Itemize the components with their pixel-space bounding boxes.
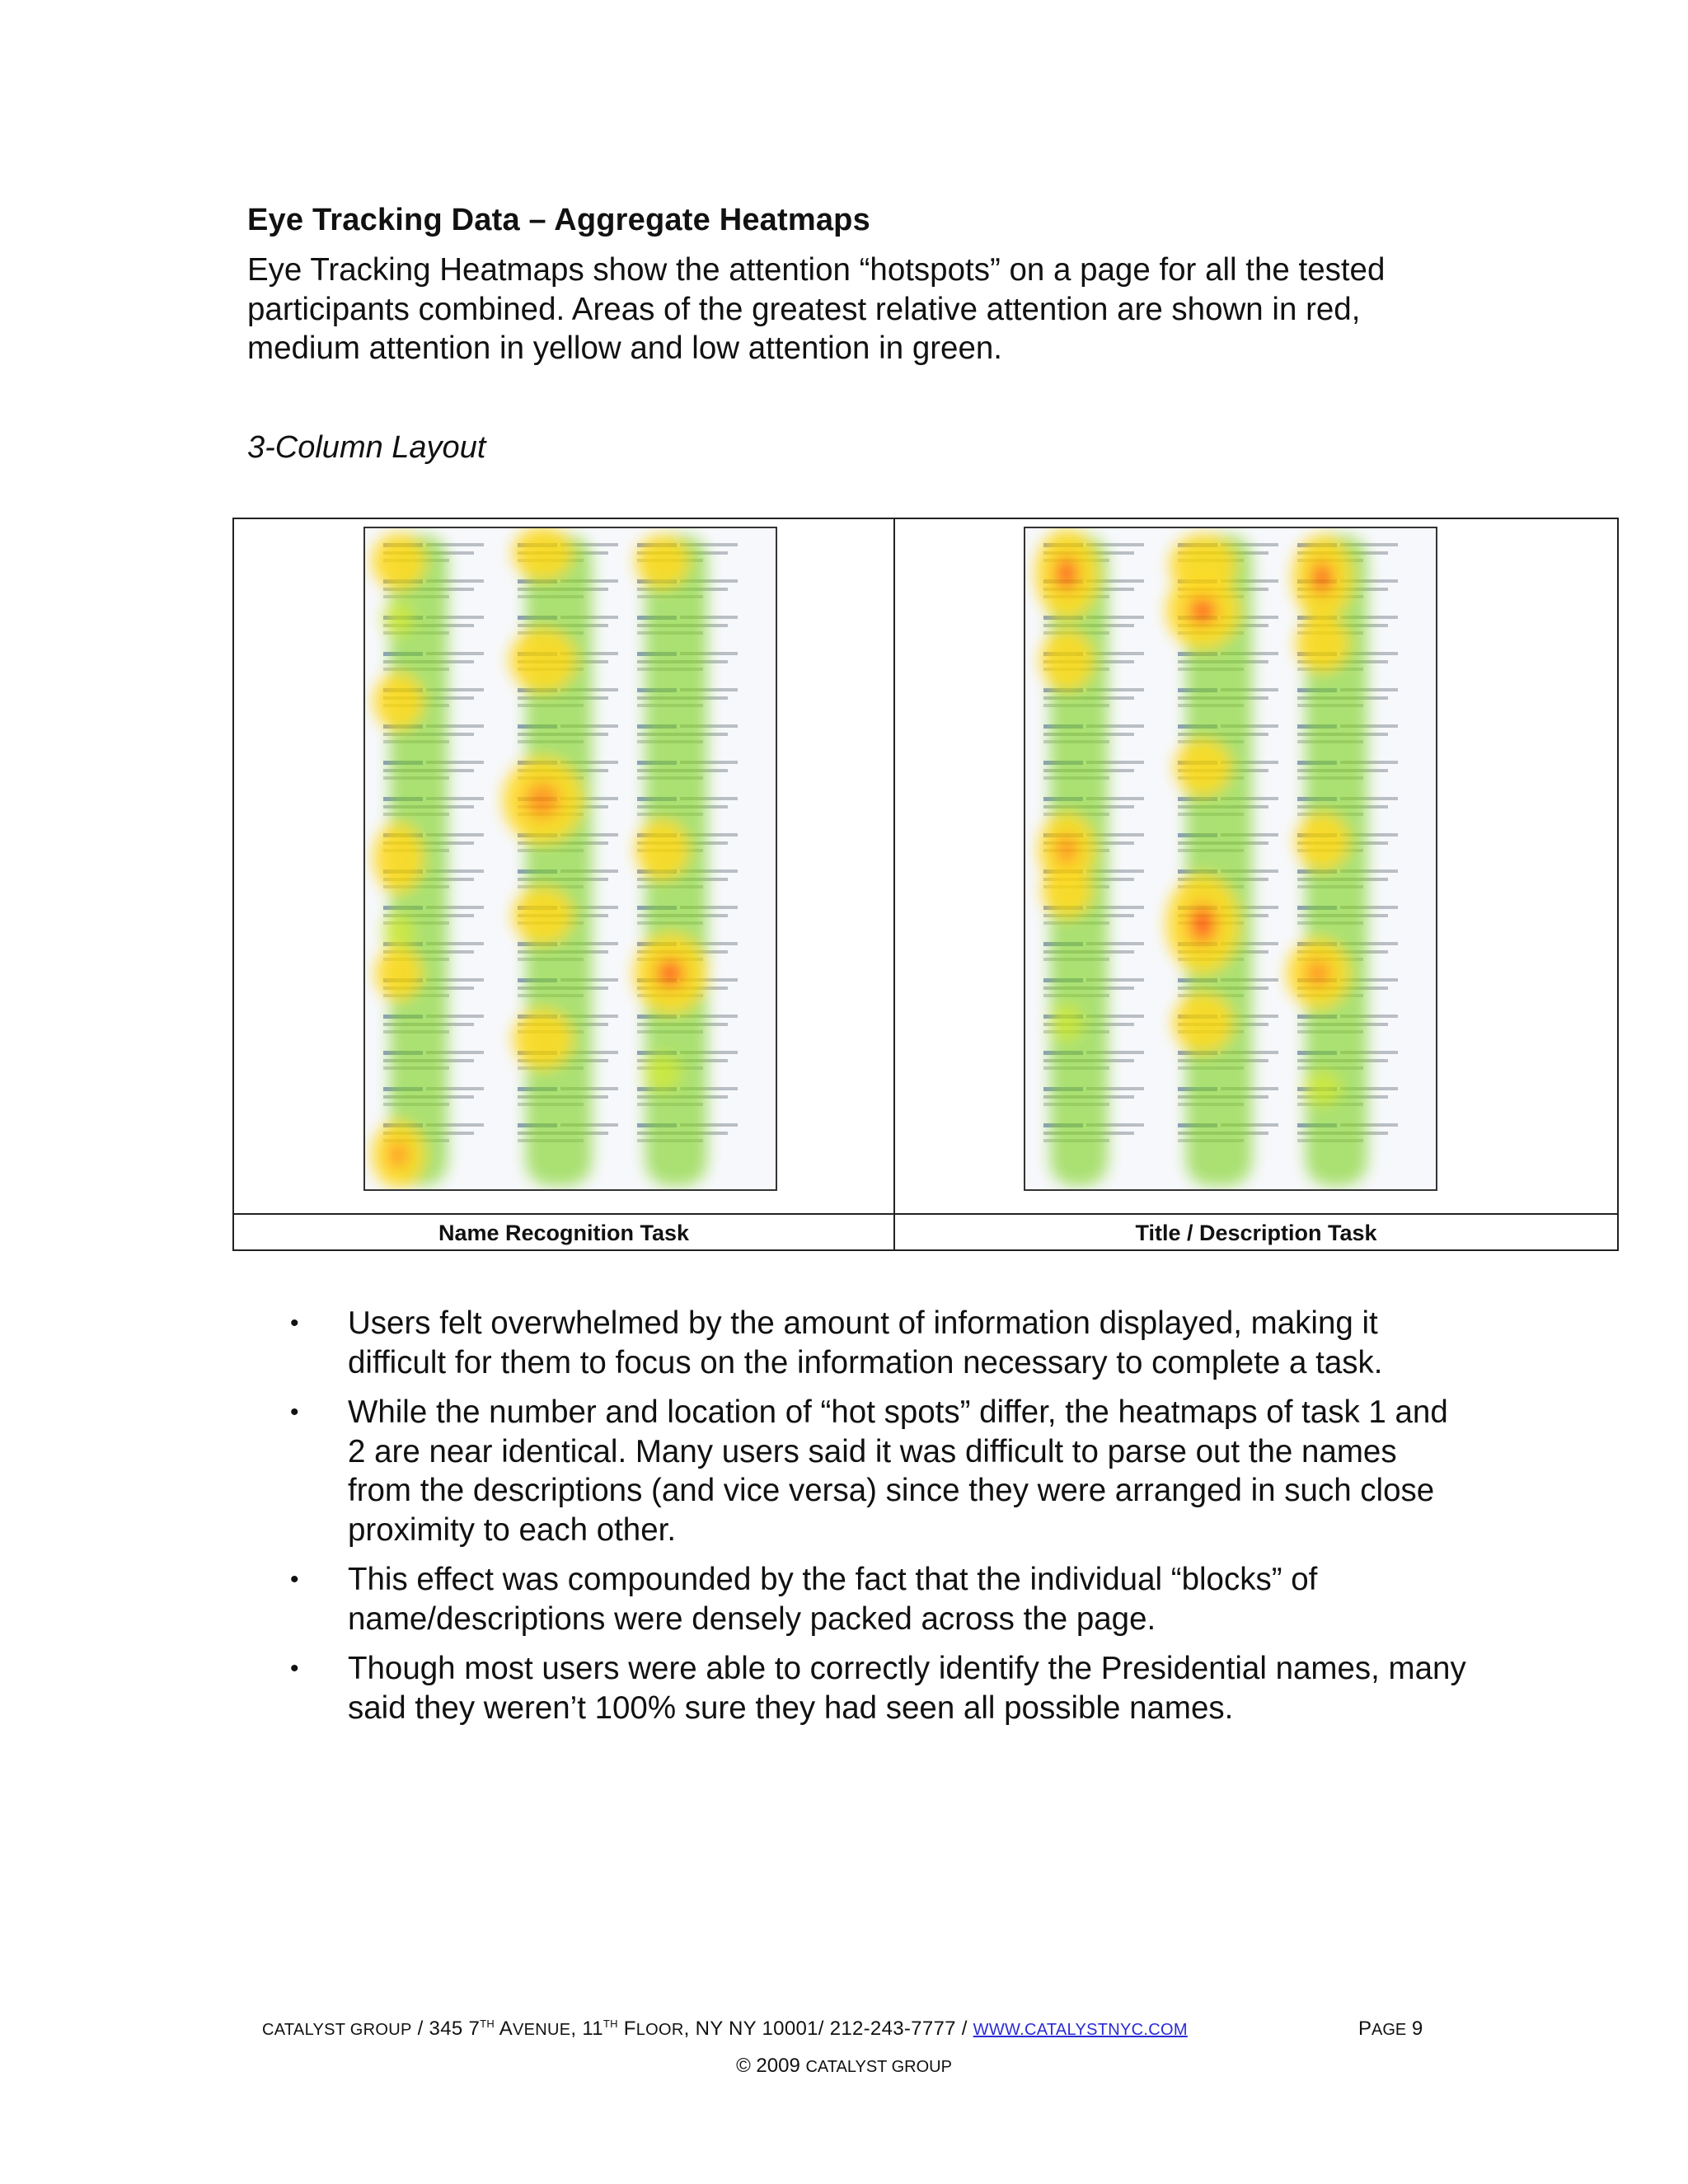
- bullet-icon: •: [290, 1566, 299, 1593]
- section-heading: Eye Tracking Data – Aggregate Heatmaps: [247, 203, 870, 237]
- bullet-icon: •: [290, 1655, 299, 1682]
- bullet-icon: •: [290, 1310, 299, 1337]
- caption-title-description: Title / Description Task: [1135, 1221, 1377, 1245]
- heatmap-figure-table: [232, 518, 1619, 1251]
- table-divider-horizontal: [234, 1213, 1617, 1215]
- table-divider-vertical: [893, 519, 895, 1249]
- heatmap-left-image: [363, 527, 777, 1191]
- heatmap-right-image: [1024, 527, 1437, 1191]
- findings-list: [280, 1304, 1467, 1738]
- page-number: PAGE 9: [1358, 2018, 1423, 2040]
- footer-address: CATALYST GROUP / 345 7TH AVENUE, 11TH FLOOR, NY NY 10001/ 212-243-7777 / WWW.CATALYSTNYC.COM: [262, 2018, 1188, 2040]
- copyright: © 2009 CATALYST GROUP: [736, 2055, 952, 2077]
- finding-item: • While the number and location of “hot spots” differ, the heatmaps of task 1 and 2 are near identical. Many users said it was difficult to parse out the names from the descriptions (and vice versa) since they were arranged in such close proximity to each other.: [290, 1394, 1448, 1548]
- finding-item: • Users felt overwhelmed by the amount of information displayed, making it difficult for them to focus on the information necessary to complete a task.: [290, 1305, 1383, 1380]
- layout-subheading: 3-Column Layout: [247, 430, 486, 465]
- website-link[interactable]: WWW.CATALYSTNYC.COM: [973, 2021, 1188, 2039]
- caption-name-recognition: Name Recognition Task: [438, 1221, 690, 1245]
- intro-paragraph: Eye Tracking Heatmaps show the attention “hotspots” on a page for all the tested participants combined. Areas of the greatest relative attention are shown in red, medium attention in yellow and low attention in green.: [247, 252, 1386, 366]
- finding-item: • Though most users were able to correctly identify the Presidential names, many said they weren’t 100% sure they had seen all possible names.: [290, 1651, 1466, 1726]
- bullet-icon: •: [290, 1399, 299, 1426]
- finding-item: • This effect was compounded by the fact that the individual “blocks” of name/descriptions were densely packed across the page.: [290, 1562, 1318, 1637]
